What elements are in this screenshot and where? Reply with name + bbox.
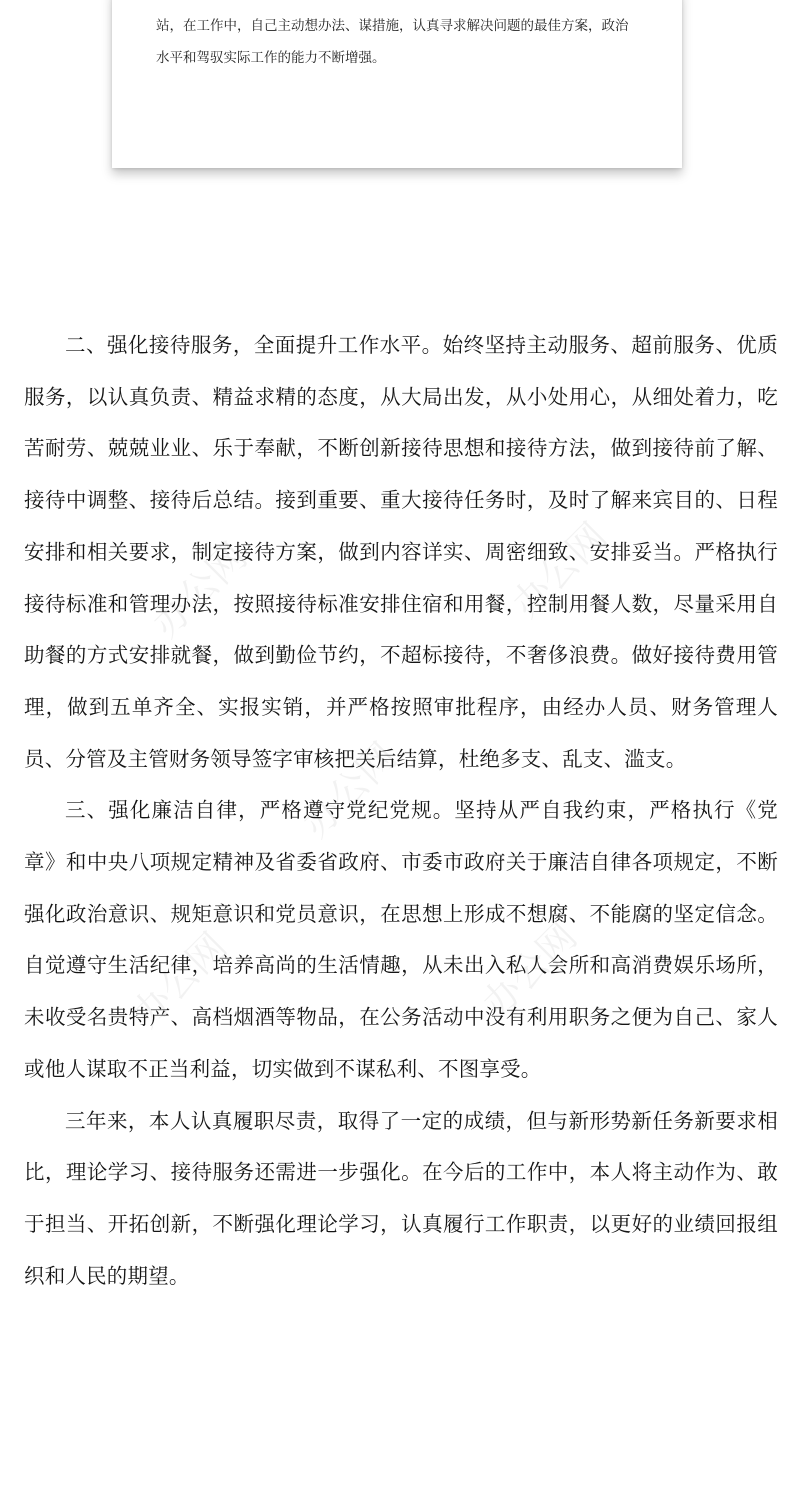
document-body — [24, 320, 778, 1302]
watermark: 办公网 — [503, 514, 616, 626]
paragraph-summary: 三年来，本人认真履职尽责，取得了一定的成绩，但与新形势新任务新要求相比，理论学习、接待服务还需进一步强化。在今后的工作中，本人将主动作为、敢于担当、开拓创新，不断强化理论学习，认真履行工作职责，以更好的业绩回报组织和人民的期望。 — [24, 1108, 778, 1288]
watermark: 办公网 — [293, 734, 406, 846]
watermark: 办公网 — [473, 914, 586, 1026]
paragraph-reception-service: 二、强化接待服务，全面提升工作水平。始终坚持主动服务、超前服务、优质服务，以认真负责、精益求精的态度，从大局出发，从小处用心，从细处着力，吃苦耐劳、兢兢业业、乐于奉献，不断创新接待思想和接待方法，做到接待前了解、接待中调整、接待后总结。接到重要、重大接待任务时，及时了解来宾目的、日程安排和相关要求，制定接待方案，做到内容详实、周密细致、安排妥当。严格执行接待标准和管理办法，按照接待标准安排住宿和用餐，控制用餐人数，尽量采用自助餐的方式安排就餐，做到勤俭节约，不超标接待，不奢侈浪费。做好接待费用管理，做到五单齐全、实报实销，并严格按照审批程序，由经办人员、财务管理人员、分管及主管财务领导签字审核把关后结算，杜绝多支、乱支、滥支。 — [24, 333, 778, 771]
preview-line: 站，在工作中，自己主动想办法、谋措施，认真寻求解决问题的最佳方案，政治 — [156, 18, 629, 34]
watermark: 办公网 — [123, 924, 236, 1036]
document-preview-card — [112, 0, 682, 168]
preview-line: 水平和驾驭实际工作的能力不断增强。 — [156, 50, 386, 66]
paragraph-integrity-discipline: 三、强化廉洁自律，严格遵守党纪党规。坚持从严自我约束，严格执行《党章》和中央八项规定精神及省委省政府、市委市政府关于廉洁自律各项规定，不断强化政治意识、规矩意识和党员意识，在思想上形成不想腐、不能腐的坚定信念。自觉遵守生活纪律，培养高尚的生活情趣，从未出入私人会所和高消费娱乐场所，未收受名贵特产、高档烟酒等物品，在公务活动中没有利用职务之便为自己、家人或他人谋取不正当利益，切实做到不谋私利、不图享受。 — [24, 798, 778, 1081]
watermark: 办公网 — [143, 534, 256, 646]
